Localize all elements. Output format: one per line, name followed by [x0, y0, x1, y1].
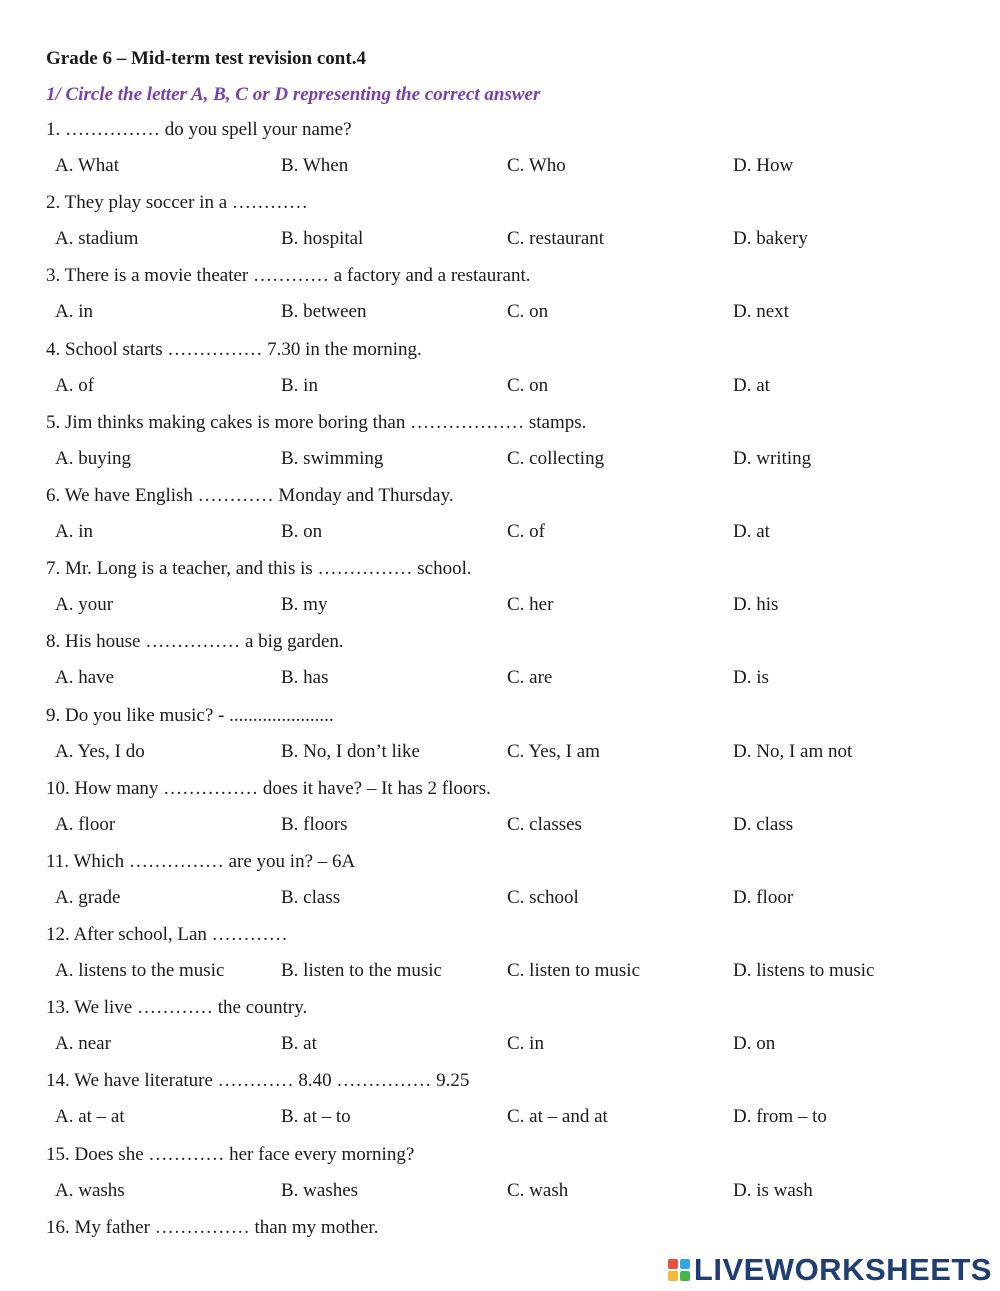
answer-option[interactable]: C. Who	[507, 155, 566, 176]
answer-option[interactable]: A. buying	[55, 447, 131, 469]
question-text: 8. His house …………… a big garden.	[46, 631, 344, 653]
question-item	[46, 701, 966, 774]
answer-option[interactable]: B. at	[281, 1033, 317, 1055]
answer-option[interactable]: C. in	[507, 1033, 544, 1055]
answer-options	[55, 375, 965, 399]
question-item	[46, 847, 966, 920]
answer-option[interactable]: A. have	[55, 667, 115, 689]
answer-options	[55, 741, 965, 765]
answer-option[interactable]: A. grade	[55, 886, 121, 908]
answer-options	[55, 1180, 965, 1204]
logo-square-icon	[680, 1271, 690, 1281]
question-text: 10. How many …………… does it have? – It has 2 floors.	[46, 777, 491, 799]
question-text: 4. School starts …………… 7.30 in the morning.	[46, 338, 422, 360]
answer-option[interactable]: A. What	[55, 155, 120, 176]
question-item	[46, 993, 966, 1066]
answer-option[interactable]: A. at – at	[55, 1106, 125, 1128]
answer-option[interactable]: A. of	[55, 374, 95, 396]
answer-option[interactable]: B. listen to the music	[281, 960, 442, 982]
answer-option[interactable]: A. listens to the music	[55, 960, 225, 982]
answer-option[interactable]: A. near	[55, 1033, 111, 1055]
answer-option[interactable]: D. at	[733, 520, 770, 542]
answer-option[interactable]: C. restaurant	[507, 228, 605, 250]
question-text: 15. Does she ………… her face every morning?	[46, 1143, 415, 1165]
answer-options	[55, 814, 965, 838]
question-item	[46, 1140, 966, 1213]
answer-option[interactable]: C. on	[507, 374, 549, 396]
answer-option[interactable]: A. in	[55, 520, 93, 542]
answer-option[interactable]: D. floor	[733, 886, 794, 908]
question-text: 12. After school, Lan …………	[46, 924, 288, 946]
question-item	[46, 774, 966, 847]
answer-option[interactable]: C. at – and at	[507, 1106, 608, 1128]
question-text: 6. We have English ………… Monday and Thursday.	[46, 484, 454, 506]
answer-options	[55, 1033, 965, 1057]
answer-option[interactable]: B. floors	[281, 813, 348, 835]
liveworksheets-icon	[668, 1259, 690, 1281]
answer-option[interactable]: B. washes	[281, 1179, 359, 1201]
question-item	[46, 261, 966, 334]
answer-option[interactable]: D. next	[733, 301, 789, 323]
answer-option[interactable]: D. How	[733, 155, 794, 176]
answer-option[interactable]: A. floor	[55, 813, 116, 835]
answer-option[interactable]: D. his	[733, 594, 779, 616]
answer-option[interactable]: D. is	[733, 667, 769, 689]
answer-option[interactable]: B. my	[281, 594, 328, 616]
answer-option[interactable]: C. classes	[507, 813, 582, 835]
question-list	[46, 115, 966, 1286]
question-text: 7. Mr. Long is a teacher, and this is …………… school.	[46, 558, 472, 580]
question-item	[46, 115, 966, 188]
answer-option[interactable]: C. wash	[507, 1179, 569, 1201]
question-text: 5. Jim thinks making cakes is more boring than ……………… stamps.	[46, 411, 587, 433]
answer-option[interactable]: B. hospital	[281, 228, 364, 250]
answer-option[interactable]: A. in	[55, 301, 93, 323]
answer-option[interactable]: D. at	[733, 374, 770, 396]
answer-option[interactable]: C. of	[507, 520, 545, 542]
answer-option[interactable]: C. on	[507, 301, 549, 323]
answer-option[interactable]: B. When	[281, 155, 349, 176]
question-text: 2. They play soccer in a …………	[46, 192, 308, 214]
page-title: Grade 6 – Mid-term test revision cont.4	[46, 48, 366, 69]
question-text: 14. We have literature ………… 8.40 …………… 9.25	[46, 1070, 470, 1092]
answer-option[interactable]: B. in	[281, 374, 318, 396]
question-item	[46, 408, 966, 481]
answer-option[interactable]: B. on	[281, 520, 323, 542]
liveworksheets-logo	[668, 1253, 992, 1287]
logo-square-icon	[668, 1271, 678, 1281]
answer-options	[55, 228, 965, 252]
answer-option[interactable]: A. your	[55, 594, 114, 616]
question-item	[46, 188, 966, 261]
answer-options	[55, 667, 965, 691]
answer-option[interactable]: C. collecting	[507, 447, 605, 469]
answer-option[interactable]: D. bakery	[733, 228, 808, 250]
logo-square-icon	[668, 1259, 678, 1269]
answer-option[interactable]: D. is wash	[733, 1179, 813, 1201]
answer-option[interactable]: C. school	[507, 886, 579, 908]
answer-option[interactable]: A. washs	[55, 1179, 125, 1201]
answer-option[interactable]: C. Yes, I am	[507, 740, 600, 762]
question-text: 16. My father …………… than my mother.	[46, 1216, 379, 1238]
question-item	[46, 481, 966, 554]
question-text: 3. There is a movie theater ………… a factory and a restaurant.	[46, 265, 531, 287]
brand-name: LIVEWORKSHEETS	[693, 1252, 992, 1287]
answer-option[interactable]: B. No, I don’t like	[281, 740, 420, 762]
answer-option[interactable]: D. No, I am not	[733, 740, 853, 762]
answer-options	[55, 448, 965, 472]
answer-option[interactable]: D. class	[733, 813, 794, 835]
question-text: 9. Do you like music? - ......................	[46, 704, 334, 726]
question-text: 1. …………… do you spell your name?	[46, 119, 352, 140]
answer-options	[55, 960, 965, 984]
answer-option[interactable]: C. listen to music	[507, 960, 640, 982]
logo-square-icon	[680, 1259, 690, 1269]
answer-option[interactable]: B. swimming	[281, 447, 384, 469]
answer-option[interactable]: D. on	[733, 1033, 776, 1055]
answer-options	[55, 521, 965, 545]
answer-option[interactable]: C. are	[507, 667, 553, 689]
question-text: 11. Which …………… are you in? – 6A	[46, 850, 356, 872]
answer-option[interactable]: D. from – to	[733, 1106, 827, 1128]
answer-option[interactable]: C. her	[507, 594, 554, 616]
question-text: 13. We live ………… the country.	[46, 997, 308, 1019]
answer-option[interactable]: B. has	[281, 667, 329, 689]
answer-option[interactable]: A. Yes, I do	[55, 740, 145, 762]
answer-option[interactable]: D. writing	[733, 447, 812, 469]
question-item	[46, 627, 966, 700]
answer-option[interactable]: B. between	[281, 301, 367, 323]
answer-option[interactable]: A. stadium	[55, 228, 139, 250]
section-instruction: 1/ Circle the letter A, B, C or D representing the correct answer	[46, 84, 541, 105]
answer-options	[55, 301, 965, 325]
answer-option[interactable]: B. class	[281, 886, 341, 908]
question-item	[46, 335, 966, 408]
answer-options	[55, 594, 965, 618]
question-item	[46, 920, 966, 993]
answer-options	[55, 1106, 965, 1130]
answer-options	[55, 155, 965, 179]
answer-option[interactable]: D. listens to music	[733, 960, 875, 982]
question-item	[46, 554, 966, 627]
answer-options	[55, 887, 965, 911]
question-item	[46, 1066, 966, 1139]
answer-option[interactable]: B. at – to	[281, 1106, 351, 1128]
